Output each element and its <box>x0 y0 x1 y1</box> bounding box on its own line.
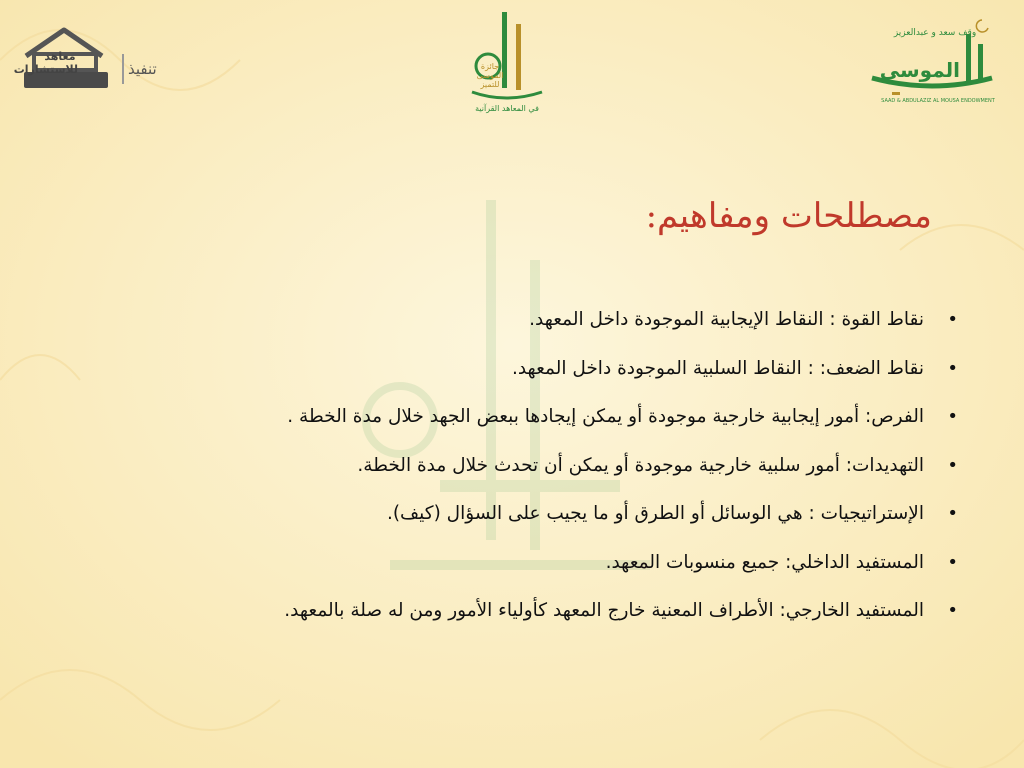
bullet-icon: • <box>947 503 958 524</box>
slide-title: مصطلحات ومفاهيم: <box>645 196 932 236</box>
center-logo-tagline: في المعاهد القرآنية <box>475 104 539 113</box>
bullet-item <box>62 393 962 442</box>
bullet-item <box>62 296 962 345</box>
right-logo-english: SAAD & ABDULAZIZ AL MOUSA ENDOWMENT <box>881 98 995 104</box>
bullet-item <box>62 345 962 394</box>
bullet-icon: • <box>947 406 958 427</box>
bullet-icon: • <box>947 309 958 330</box>
bullet-icon: • <box>947 551 958 573</box>
bullet-list <box>62 296 962 636</box>
center-logo-name: جائزة الموسى للتميز <box>476 62 504 89</box>
bullet-icon: • <box>947 454 958 476</box>
left-logo-tagline: تنفيذ <box>128 60 157 78</box>
bullet-item <box>62 490 962 539</box>
bullet-icon: • <box>947 357 958 379</box>
bullet-text: الإستراتيجيات : هي الوسائل أو الطرق أو ما يجيب على السؤال (كيف). <box>386 503 924 524</box>
bullet-icon: • <box>947 600 958 621</box>
bullet-item <box>62 539 962 588</box>
bullet-text: التهديدات: أمور سلبية خارجية موجودة أو يمكن أن تحدث خلال مدة الخطة. <box>357 454 924 476</box>
bullet-text: المستفيد الخارجي: الأطراف المعنية خارج المعهد كأولياء الأمور ومن له صلة بالمعهد. <box>284 600 924 621</box>
bullet-item <box>62 442 962 491</box>
right-logo-name: الموسى <box>879 58 960 82</box>
bullet-text: المستفيد الداخلي: جميع منسوبات المعهد. <box>605 551 924 573</box>
bullet-text: نقاط الضعف: : النقاط السلبية الموجودة داخل المعهد. <box>511 357 924 379</box>
bullet-text: نقاط القوة : النقاط الإيجابية الموجودة داخل المعهد. <box>529 309 924 330</box>
bullet-text: الفرص: أمور إيجابية خارجية موجودة أو يمكن إيجادها ببعض الجهد خلال مدة الخطة . <box>287 406 924 427</box>
right-logo-tagline: وقف سعد و عبدالعزيز <box>893 28 977 38</box>
bullet-item <box>62 587 962 636</box>
left-logo-name: معاهد للاستشارات <box>13 50 78 76</box>
